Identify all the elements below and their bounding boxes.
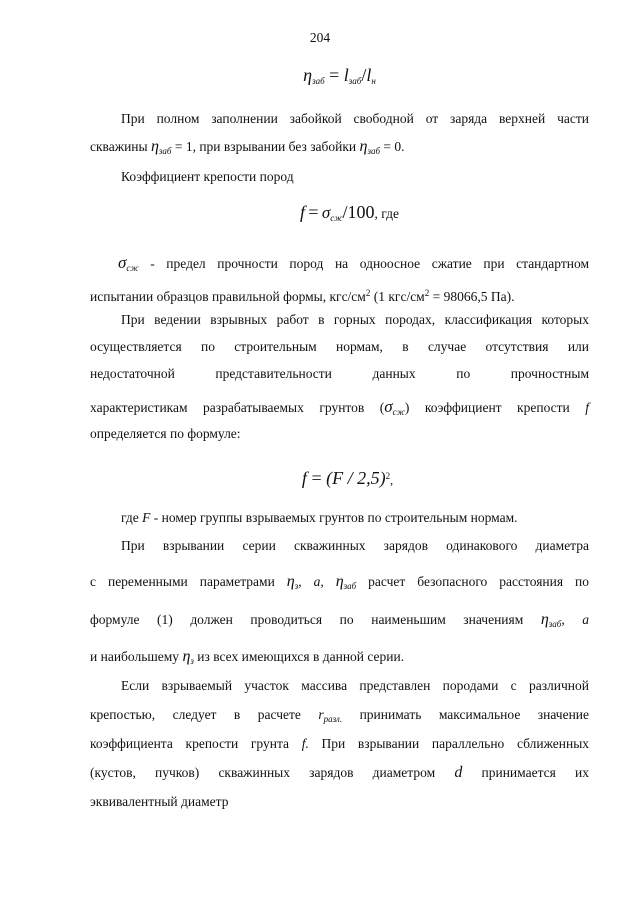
p7-line1: Если взрываемый участок массива представлен породами с различной <box>121 678 589 693</box>
text-fragment: расчет безопасного расстояния по <box>368 574 590 589</box>
eta-symbol: η <box>286 573 295 590</box>
eta-subscript: заб <box>312 76 325 86</box>
eta-symbol: η <box>150 138 159 155</box>
text-fragment: = 98066,5 Па). <box>432 289 515 304</box>
eta-subscript: заб <box>343 581 357 591</box>
p7-line5: эквивалентный диаметр <box>90 794 229 809</box>
text-fragment: - предел прочности пород на одноосное сжатие при стандартном <box>150 256 590 271</box>
p4-line4 <box>90 397 589 422</box>
divisor: /100 <box>342 202 375 222</box>
p4-line2: осуществляется по строительным нормам, в случае отсутствия или <box>90 339 589 354</box>
p4-line3: недостаточной представительности данных по прочностным <box>90 366 589 381</box>
eta-symbol: η <box>335 573 344 590</box>
p7-line4 <box>90 763 589 783</box>
f-symbol: f. <box>301 736 309 751</box>
f-symbol: f <box>585 400 590 415</box>
eta-subscript: з <box>190 656 194 666</box>
text-fragment: из всех имеющихся в данной серии. <box>197 649 405 664</box>
page-number: 204 <box>309 30 331 45</box>
p2-title: Коэффициент крепости пород <box>121 169 294 184</box>
superscript: 2 <box>385 471 391 481</box>
p7-line2 <box>90 705 589 729</box>
l-symbol: l <box>343 65 349 85</box>
text-fragment: (кустов, пучков) скважинных зарядов диаметром <box>90 765 436 780</box>
sigma-subscript: сж <box>126 263 139 273</box>
f-symbol: f <box>301 468 307 488</box>
text-fragment: , а, <box>298 574 324 589</box>
F-symbol: F <box>142 510 151 525</box>
p6-line1: При взрывании серии скважинных зарядов одинакового диаметра <box>121 538 589 553</box>
p3-line1 <box>118 253 589 278</box>
text-fragment: , где <box>374 206 400 221</box>
text-fragment: скважины <box>90 139 148 154</box>
p6-line4 <box>90 647 589 671</box>
l-subscript-2: н <box>371 76 376 86</box>
equals-sign: = <box>308 202 319 222</box>
p1-line1: При полном заполнении забойкой свободной от заряда верхней части <box>121 111 589 126</box>
text-fragment: принимать максимальное значение <box>359 707 590 722</box>
sigma-symbol: σ <box>118 253 127 272</box>
text-fragment: , а <box>561 612 590 627</box>
l-subscript: заб <box>348 76 362 86</box>
equals-sign: = <box>311 468 322 488</box>
eta-symbol: η <box>359 138 368 155</box>
eta-subscript: з <box>294 581 299 591</box>
d-symbol: d <box>454 764 463 781</box>
l-symbol-2: l <box>366 65 372 85</box>
text-fragment: = 0. <box>383 139 405 154</box>
superscript: 2 <box>365 288 371 298</box>
p6-line2 <box>90 572 589 596</box>
f-symbol: f <box>299 202 305 222</box>
text-fragment: и наибольшему <box>90 649 180 664</box>
superscript: 2 <box>424 288 430 298</box>
text-fragment: с переменными параметрами <box>90 574 275 589</box>
p4-line5: определяется по формуле: <box>90 426 241 441</box>
text-fragment: коэффициента крепости грунта <box>90 736 290 751</box>
eta-subscript: заб <box>548 619 562 629</box>
text-fragment: где <box>121 510 139 525</box>
p5-line <box>121 508 589 528</box>
formula-f <box>100 202 599 228</box>
text-fragment: (1 кгс/см <box>373 289 425 304</box>
sigma-subscript: сж <box>330 213 343 223</box>
eta-symbol: η <box>303 65 313 85</box>
formula-eta-zab <box>90 65 589 91</box>
p7-line3 <box>90 734 589 754</box>
p3-line2 <box>90 283 589 307</box>
text-fragment: , <box>390 473 394 487</box>
text-fragment: формуле (1) должен проводиться по наименьшим значениям <box>90 612 524 627</box>
eta-symbol: η <box>182 648 191 665</box>
text-fragment: характеристикам разрабатываемых грунтов ( <box>90 400 385 415</box>
slash: / <box>361 65 367 85</box>
sigma-subscript: сж <box>392 407 405 417</box>
r-symbol: r <box>318 707 324 722</box>
eta-subscript: заб <box>158 146 172 156</box>
p1-line2 <box>90 137 589 161</box>
formula-F <box>98 466 597 490</box>
formula-body: (F / 2,5) <box>326 468 386 488</box>
p4-line1: При ведении взрывных работ в горных породах, классификация которых <box>121 312 589 327</box>
equals-sign: = <box>329 65 340 85</box>
text-fragment: ) коэффициент крепости <box>404 400 570 415</box>
text-fragment: крепостью, следует в расчете <box>90 707 301 722</box>
text-fragment: = 1, при взрывании без забойки <box>174 139 357 154</box>
text-fragment: принимается их <box>481 765 590 780</box>
text-fragment: При взрывании параллельно сближенных <box>321 736 590 751</box>
sigma-symbol: σ <box>321 203 331 222</box>
r-subscript: разл. <box>323 714 343 724</box>
text-fragment: - номер группы взрываемых грунтов по строительным нормам. <box>153 510 518 525</box>
p6-line3 <box>90 610 589 634</box>
eta-symbol: η <box>540 611 549 628</box>
eta-subscript: заб <box>367 146 381 156</box>
text-fragment: испытании образцов правильной формы, кгс/см <box>90 289 366 304</box>
sigma-symbol: σ <box>384 397 393 416</box>
